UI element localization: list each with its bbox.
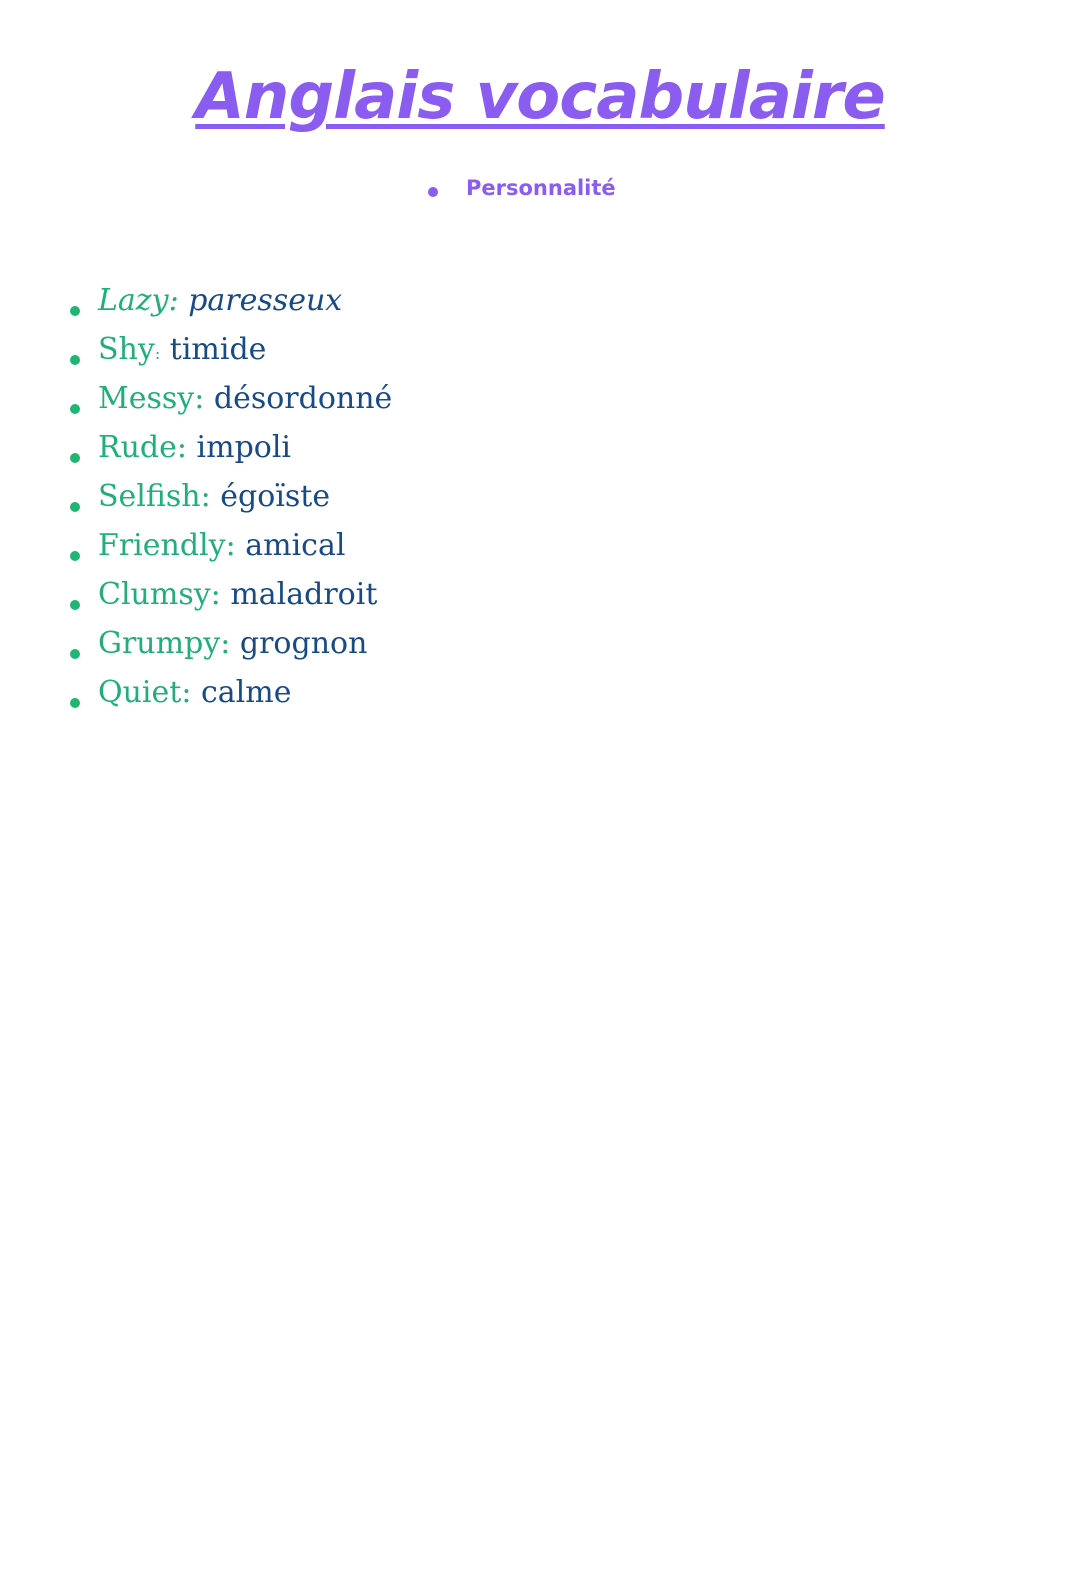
- bullet-icon: [70, 600, 80, 610]
- bullet-icon: [70, 698, 80, 708]
- separator: :: [176, 430, 187, 465]
- section-heading: [0, 172, 1080, 212]
- french-translation: égoïste: [220, 479, 331, 514]
- english-word: Shy: [98, 332, 155, 367]
- separator: :: [220, 626, 231, 661]
- separator: :: [200, 479, 211, 514]
- separator: :: [210, 577, 221, 612]
- bullet-icon: [428, 187, 438, 197]
- bullet-icon: [70, 551, 80, 561]
- english-word: Selfish: [98, 479, 201, 514]
- bullet-icon: [70, 306, 80, 316]
- separator: :: [225, 528, 236, 563]
- separator: :: [154, 344, 161, 363]
- separator: :: [168, 283, 179, 318]
- english-word: Quiet: [98, 675, 182, 710]
- english-word: Friendly: [98, 528, 226, 563]
- french-translation: désordonné: [213, 381, 393, 416]
- separator: :: [194, 381, 205, 416]
- section-title: Personnalité: [466, 176, 616, 200]
- english-word: Clumsy: [98, 577, 211, 612]
- french-translation: timide: [169, 332, 267, 367]
- french-translation: maladroit: [230, 577, 378, 612]
- bullet-icon: [70, 502, 80, 512]
- french-translation: impoli: [196, 430, 292, 465]
- english-word: Grumpy: [98, 626, 221, 661]
- bullet-icon: [70, 453, 80, 463]
- english-word: Messy: [98, 381, 195, 416]
- french-translation: amical: [245, 528, 346, 563]
- separator: :: [181, 675, 192, 710]
- english-word: Lazy: [98, 283, 169, 318]
- bullet-icon: [70, 355, 80, 365]
- page-title: Anglais vocabulaire: [195, 60, 885, 134]
- french-translation: grognon: [239, 626, 368, 661]
- english-word: Rude: [98, 430, 177, 465]
- bullet-icon: [70, 404, 80, 414]
- bullet-icon: [70, 649, 80, 659]
- french-translation: paresseux: [188, 283, 343, 318]
- french-translation: calme: [200, 675, 292, 710]
